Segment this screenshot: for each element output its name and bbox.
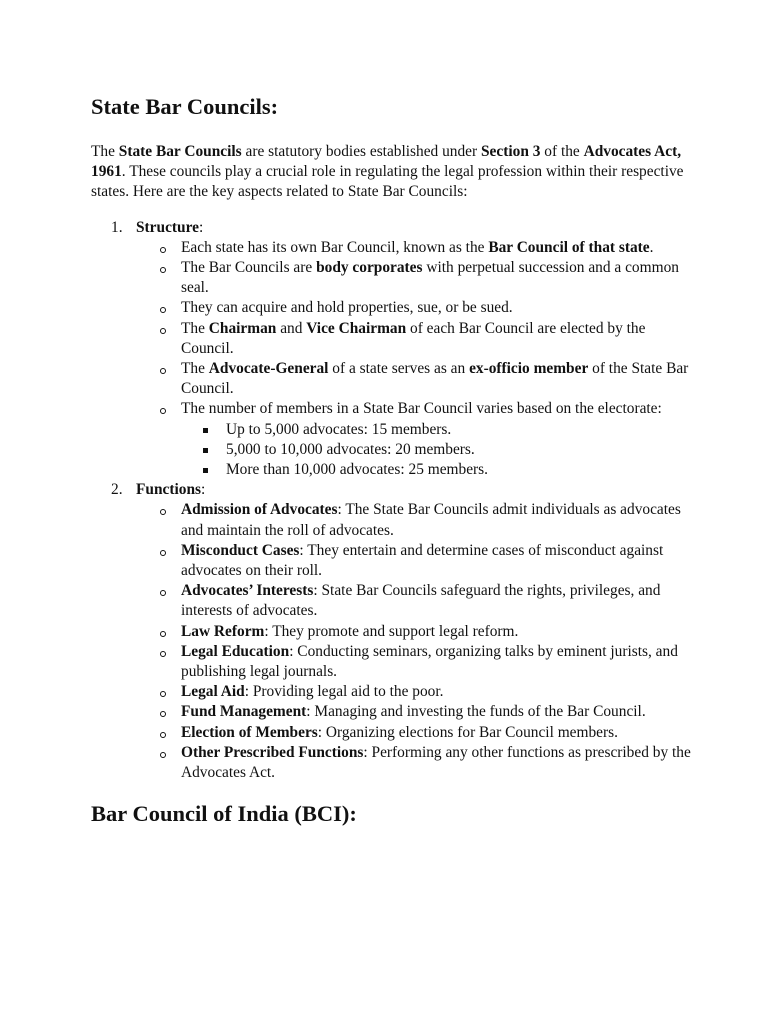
member-count-item: 5,000 to 10,000 advocates: 20 members. bbox=[181, 440, 691, 460]
colon: : bbox=[201, 481, 206, 499]
list-item bbox=[136, 581, 691, 621]
document-content bbox=[91, 92, 691, 829]
list-number: 2. bbox=[111, 481, 123, 499]
bold-text: Legal Aid bbox=[181, 683, 245, 701]
list-item bbox=[136, 500, 691, 540]
list-item bbox=[136, 238, 691, 258]
bold-text: Fund Management bbox=[181, 703, 307, 721]
list-item bbox=[136, 682, 691, 702]
bold-text: Admission of Advocates bbox=[181, 501, 338, 519]
list-item bbox=[136, 359, 691, 399]
text: : Managing and investing the funds of the Bar Council. bbox=[306, 703, 646, 721]
section-title: Structure bbox=[136, 218, 199, 236]
text: The Bar Councils are bbox=[181, 259, 317, 277]
text: of the State Bar Council. bbox=[181, 360, 689, 398]
text: : Performing any other functions as prescribed by the Advocates Act. bbox=[181, 743, 691, 782]
list-item bbox=[136, 702, 691, 722]
bold-text: Advocate-General bbox=[208, 360, 329, 378]
text: The number of members in a State Bar Council varies based on the electorate: bbox=[181, 400, 662, 418]
text: The bbox=[181, 360, 209, 378]
list-item-structure bbox=[91, 218, 691, 481]
list-item bbox=[136, 642, 691, 682]
intro-text: of the bbox=[540, 143, 584, 160]
heading-state-bar-councils: State Bar Councils: bbox=[91, 94, 279, 119]
intro-bold: Advocates Act, 1961 bbox=[91, 143, 682, 181]
bold-text: Legal Education bbox=[181, 642, 290, 660]
bold-text: Advocates’ Interests bbox=[181, 582, 314, 600]
text: : They promote and support legal reform. bbox=[264, 622, 519, 640]
list-item bbox=[136, 622, 691, 642]
text: with perpetual succession and a common seal. bbox=[181, 259, 679, 297]
member-counts-list bbox=[181, 420, 691, 481]
text: The bbox=[181, 319, 209, 337]
intro-bold: Section 3 bbox=[481, 143, 541, 160]
section-title: Functions bbox=[136, 481, 201, 499]
text: They can acquire and hold properties, sue, or be sued. bbox=[181, 299, 513, 317]
member-count-item: More than 10,000 advocates: 25 members. bbox=[181, 460, 691, 480]
text: : State Bar Councils safeguard the rights, privileges, and interests of advocates. bbox=[181, 582, 661, 620]
text: of each Bar Council are elected by the Council. bbox=[181, 319, 646, 357]
list-item bbox=[136, 298, 691, 318]
text: : They entertain and determine cases of misconduct against advocates on their roll. bbox=[181, 541, 664, 580]
text: : Organizing elections for Bar Council members. bbox=[317, 723, 618, 741]
list-item bbox=[136, 319, 691, 359]
intro-bold: State Bar Councils bbox=[118, 143, 242, 160]
list-item bbox=[136, 723, 691, 743]
text: of a state serves as an bbox=[328, 360, 470, 378]
heading-bar-council-of-india: Bar Council of India (BCI): bbox=[91, 801, 357, 827]
text: : Conducting seminars, organizing talks by eminent jurists, and publishing legal journals. bbox=[181, 642, 678, 681]
intro-text: . These councils play a crucial role in regulating the legal profession within their respective states. Here are the key aspects related to State Bar Councils: bbox=[91, 163, 684, 201]
list-item-functions bbox=[91, 480, 691, 783]
text: : The State Bar Councils admit individuals as advocates and maintain the roll of advocates. bbox=[181, 501, 681, 539]
intro-paragraph bbox=[91, 142, 691, 203]
bold-text: ex-officio member bbox=[469, 360, 589, 378]
text: Each state has its own Bar Council, known as the bbox=[181, 238, 489, 256]
member-count-item: Up to 5,000 advocates: 15 members. bbox=[181, 420, 691, 440]
functions-sublist bbox=[136, 500, 691, 783]
main-list bbox=[91, 218, 691, 784]
text: . bbox=[649, 238, 654, 256]
list-item bbox=[136, 258, 691, 298]
colon: : bbox=[198, 218, 204, 236]
intro-text: are statutory bodies established under bbox=[241, 143, 481, 160]
bold-text: Other Prescribed Functions bbox=[181, 743, 364, 761]
bold-text: Law Reform bbox=[181, 622, 265, 640]
bold-text: Election of Members bbox=[181, 723, 318, 741]
intro-text: The bbox=[91, 143, 119, 160]
list-item bbox=[136, 399, 691, 480]
bold-text: Chairman bbox=[208, 319, 277, 337]
text: : Providing legal aid to the poor. bbox=[244, 683, 444, 701]
bold-text: Vice Chairman bbox=[306, 319, 407, 337]
text: and bbox=[276, 319, 307, 337]
structure-sublist bbox=[136, 238, 691, 480]
bold-text: Bar Council of that state bbox=[488, 238, 650, 256]
list-number: 1. bbox=[111, 218, 123, 236]
list-item bbox=[136, 541, 691, 581]
bold-text: Misconduct Cases bbox=[181, 541, 300, 559]
bold-text: body corporates bbox=[316, 259, 423, 277]
list-item bbox=[136, 743, 691, 783]
